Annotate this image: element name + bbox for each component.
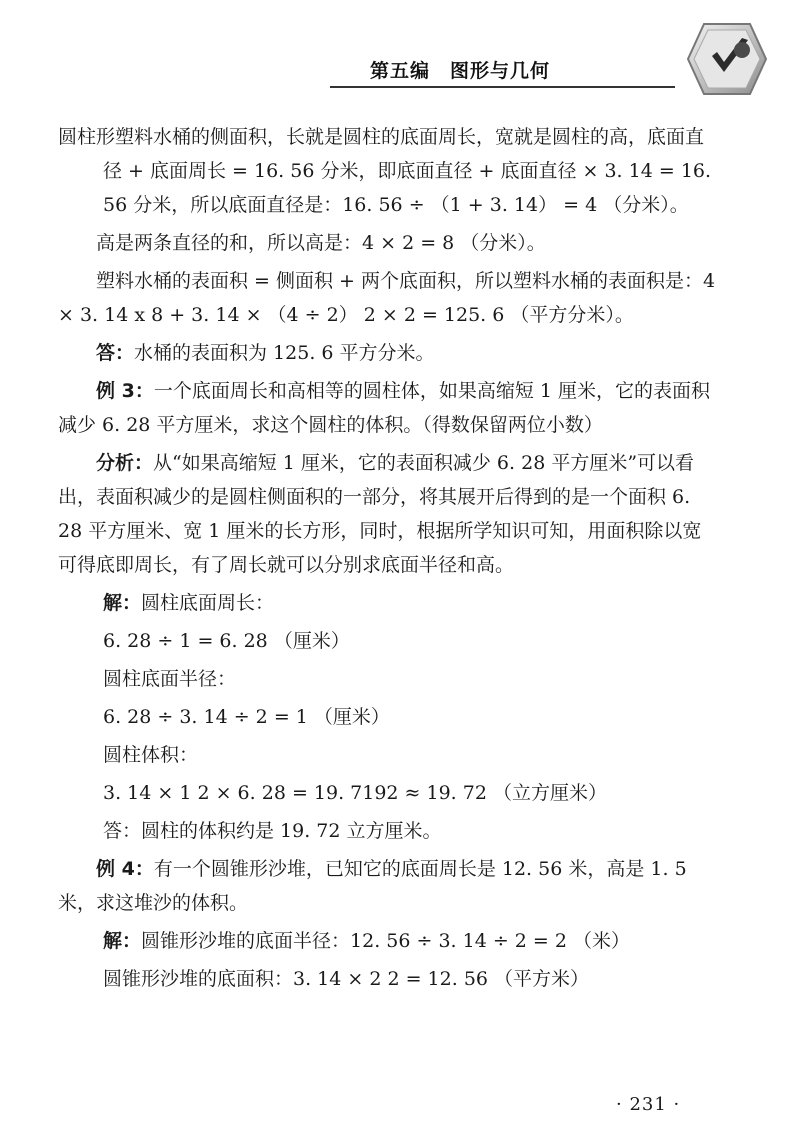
solution-label: 解：	[103, 930, 142, 952]
running-header	[330, 56, 660, 90]
answer-2: 答：圆柱的体积约是 19. 72 立方厘米。	[103, 820, 442, 842]
formula-line: 6. 28 ÷ 1 = 6. 28 （厘米）	[103, 630, 350, 652]
solution-text: 圆锥形沙堆的底面半径：12. 56 ÷ 3. 14 ÷ 2 = 2 （米）	[141, 930, 631, 952]
solution-step	[58, 586, 718, 620]
formula-line: 6. 28 ÷ 3. 14 ÷ 2 = 1 （厘米）	[103, 706, 390, 728]
analysis-text: 从“如果高缩短 1 厘米，它的表面积减少 6. 28 平方厘米”可以看出，表面积减少的是圆柱侧面积的一部分，将其展开后得到的是一个面积 6. 28 平方厘米、宽 1 厘米的长方形，同时，根据所学知识可知，用面积除以宽可得底即周长，有了周长就可以分别求底面半径和高。	[58, 452, 702, 576]
analysis	[58, 446, 718, 582]
body-text	[58, 120, 718, 996]
solution-text: 圆柱底面周长：	[141, 592, 275, 614]
paragraph-1: 圆柱形塑料水桶的侧面积，长就是圆柱的底面周长，宽就是圆柱的高，底面直径 + 底面周长 = 16. 56 分米，即底面直径 + 底面直径 × 3. 14 = 16. 56 分米，所以底面直径是：16. 56 ÷ （1 + 3. 14） = 4 （分米）。	[58, 126, 712, 216]
header-rule	[330, 86, 675, 88]
page-number: · 231 ·	[616, 1094, 681, 1115]
check-mark-emblem-icon	[686, 20, 768, 98]
formula-line: 圆锥形沙堆的底面积：3. 14 × 2 2 = 12. 56 （平方米）	[103, 968, 590, 990]
formula-line: 3. 14 × 1 2 × 6. 28 = 19. 7192 ≈ 19. 72 （立方厘米）	[103, 782, 607, 804]
step-label: 圆柱体积：	[103, 744, 199, 766]
paragraph-2: 高是两条直径的和，所以高是：4 × 2 = 8 （分米）。	[96, 232, 546, 254]
example-text: 一个底面周长和高相等的圆柱体，如果高缩短 1 厘米，它的表面积减少 6. 28 平方厘米，求这个圆柱的体积。（得数保留两位小数）	[58, 380, 711, 436]
answer-text: 水桶的表面积为 125. 6 平方分米。	[134, 342, 435, 364]
step-label: 圆柱底面半径：	[103, 668, 237, 690]
solution-label: 解：	[103, 592, 142, 614]
example-4	[58, 852, 718, 920]
example-label: 例 3：	[96, 380, 154, 402]
answer-label: 答：	[96, 342, 135, 364]
chapter-title: 第五编 图形与几何	[370, 60, 551, 82]
example-label: 例 4：	[96, 858, 154, 880]
example-3	[58, 374, 718, 442]
example-text: 有一个圆锥形沙堆，已知它的底面周长是 12. 56 米，高是 1. 5 米，求这堆沙的体积。	[58, 858, 687, 914]
answer-1	[58, 336, 718, 370]
paragraph-3: 塑料水桶的表面积 = 侧面积 + 两个底面积，所以塑料水桶的表面积是：4 × 3. 14 x 8 + 3. 14 × （4 ÷ 2） 2 × 2 = 125. 6 （平方分米）。	[58, 270, 716, 326]
solution-step	[58, 924, 718, 958]
analysis-label: 分析：	[96, 452, 154, 474]
